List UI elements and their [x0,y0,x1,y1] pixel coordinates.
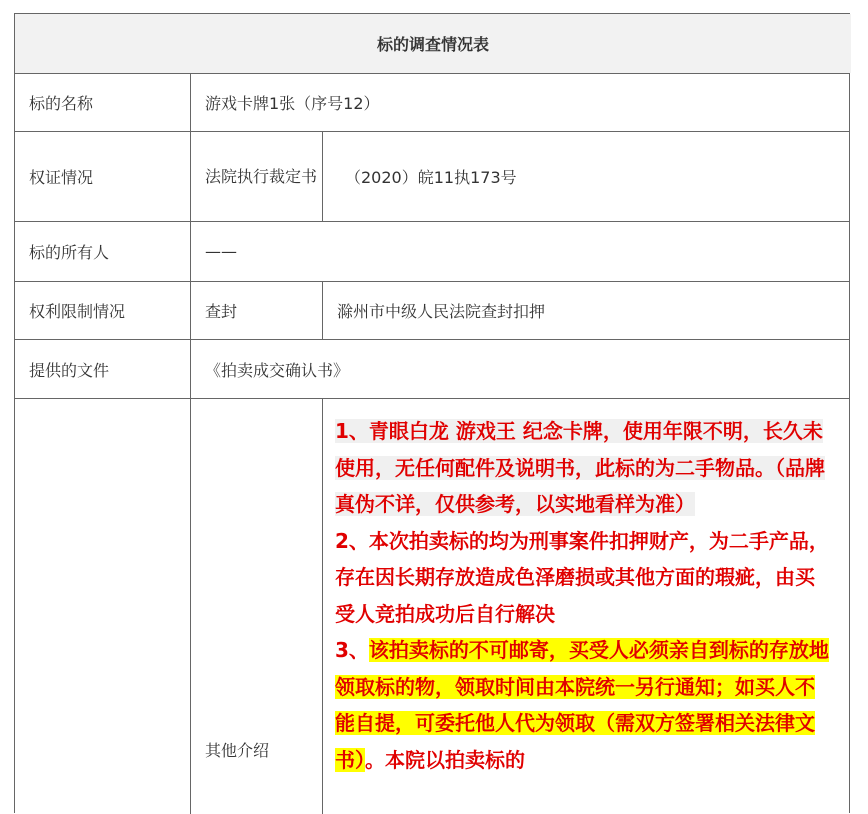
label-name: 标的名称 [29,94,94,113]
restriction-type: 查封 [205,302,238,321]
note-2: 2、本次拍卖标的均为刑事案件扣押财产，为二手产品，存在因长期存放造成色泽磨损或其他方面的瑕疵，由买受人竞拍成功后自行解决 [335,528,829,626]
note-3-highlight: 该拍卖标的不可邮寄，买受人必须亲自到标的存放地领取标的物，领取时间由本院统一另行通知；如买人不能自提，可委托他人代为领取（需双方签署相关法律文书） [335,638,829,772]
label-certificate: 权证情况 [29,168,94,187]
column-divider [322,398,323,814]
certificate-number: （2020）皖11执173号 [345,168,517,187]
survey-table [14,13,850,813]
label-documents: 提供的文件 [29,360,110,380]
note-1: 1、青眼白龙 游戏王 纪念卡牌，使用年限不明，长久未使用，无任何配件及说明书，此标的为二手物品。（品牌真伪不详，仅供参考，以实地看样为准） [335,419,825,516]
value-name: 游戏卡牌1张（序号12） [205,94,380,113]
value-documents: 《拍卖成交确认书》 [205,360,350,380]
row-divider [15,73,849,74]
column-divider [190,73,191,814]
note-3: 3、该拍卖标的不可邮寄，买受人必须亲自到标的存放地领取标的物，领取时间由本院统一另行通知；如买人不能自提，可委托他人代为领取（需双方签署相关法律文书）。本院以拍卖标的 [335,638,829,772]
other-notes [335,413,830,778]
label-owner: 标的所有人 [29,243,110,262]
label-restriction: 权利限制情况 [29,302,126,321]
certificate-type: 法院执行裁定书 [205,167,318,186]
value-owner: —— [205,242,237,261]
label-other: 其他介绍 [205,740,270,760]
table-title: 标的调查情况表 [15,14,851,73]
restriction-detail: 滁州市中级人民法院查封扣押 [337,302,546,321]
row-divider [15,339,849,340]
column-divider [322,131,323,221]
row-divider [15,398,849,399]
row-divider [15,221,849,222]
column-divider [322,281,323,339]
